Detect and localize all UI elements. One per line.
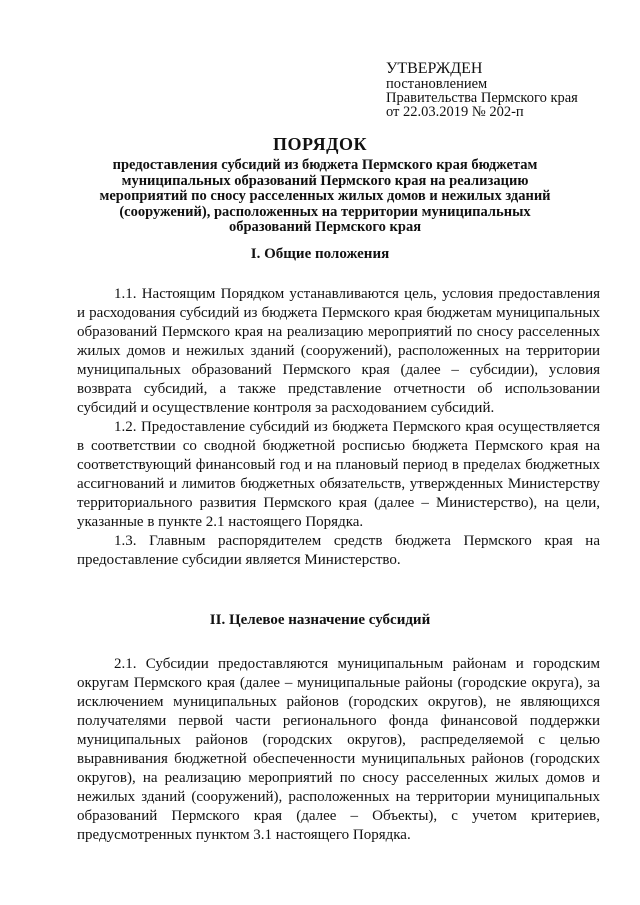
section-heading-purpose-of-subsidies: II. Целевое назначение субсидий (209, 612, 431, 628)
section-body-general-provisions (77, 285, 600, 570)
paragraph-1-2: 1.2. Предоставление субсидий из бюджета Пермского края осуществляется в соответствии со сводной бюджетной росписью бюджета Пермского края на соответствующий финансовый год и на плановый период в пределах бюджетных ассигнований и лимитов бюджетных обязательств, утвержденных Министерству территориального развития Пермского края (далее – Министерство), на цели, указанные в пункте 2.1 настоящего Порядка. (77, 419, 600, 530)
paragraph-2-1: 2.1. Субсидии предоставляются муниципальным районам и городским округам Пермского края (далее – муниципальные районы (городские округа), за исключением муниципальных районов (городских округов), не являющихся получателями первой части регионального фонда финансовой поддержки муниципальных районов (городских округов), распределяемой с целью выравнивания бюджетной обеспеченности муниципальных районов (городских округов), на реализацию мероприятий по сносу расселенных жилых домов и нежилых зданий (сооружений), расположенных на территории муниципальных образований Пермского края (далее – Объекты), с учетом критериев, предусмотренных пунктом 3.1 настоящего Порядка. (77, 656, 600, 843)
approval-line-government: Правительства Пермского края (386, 90, 578, 106)
approval-stamp (386, 60, 578, 119)
section-body-purpose-of-subsidies (77, 655, 600, 845)
paragraph-1-1: 1.1. Настоящим Порядком устанавливаются цель, условия предоставления и расходования субсидий из бюджета Пермского края бюджетам муниципальных образований Пермского края на реализацию мероприятий по сносу расселенных жилых домов и нежилых зданий (сооружений), расположенных на территории муниципальных образований Пермского края (далее – субсидии), условия возврата субсидий, а также представление отчетности об использовании субсидий и осуществление контроля за расходованием субсидий. (77, 286, 600, 416)
document-title: ПОРЯДОК (272, 134, 368, 154)
document-subtitle: предоставления субсидий из бюджета Пермского края бюджетам муниципальных образований Пермского края на реализацию мероприятий по сносу расселенных жилых домов и нежилых зданий (сооружений), расположенных на территории муниципальных образований Пермского края (99, 157, 551, 235)
paragraph-1-3: 1.3. Главным распорядителем средств бюджета Пермского края на предоставление субсидии является Министерство. (77, 533, 600, 568)
approval-line-date-number: от 22.03.2019 № 202-п (386, 104, 524, 120)
approval-heading: УТВЕРЖДЕН (386, 60, 483, 77)
approval-line-decree: постановлением (386, 76, 488, 92)
section-heading-general-provisions: I. Общие положения (250, 246, 390, 262)
